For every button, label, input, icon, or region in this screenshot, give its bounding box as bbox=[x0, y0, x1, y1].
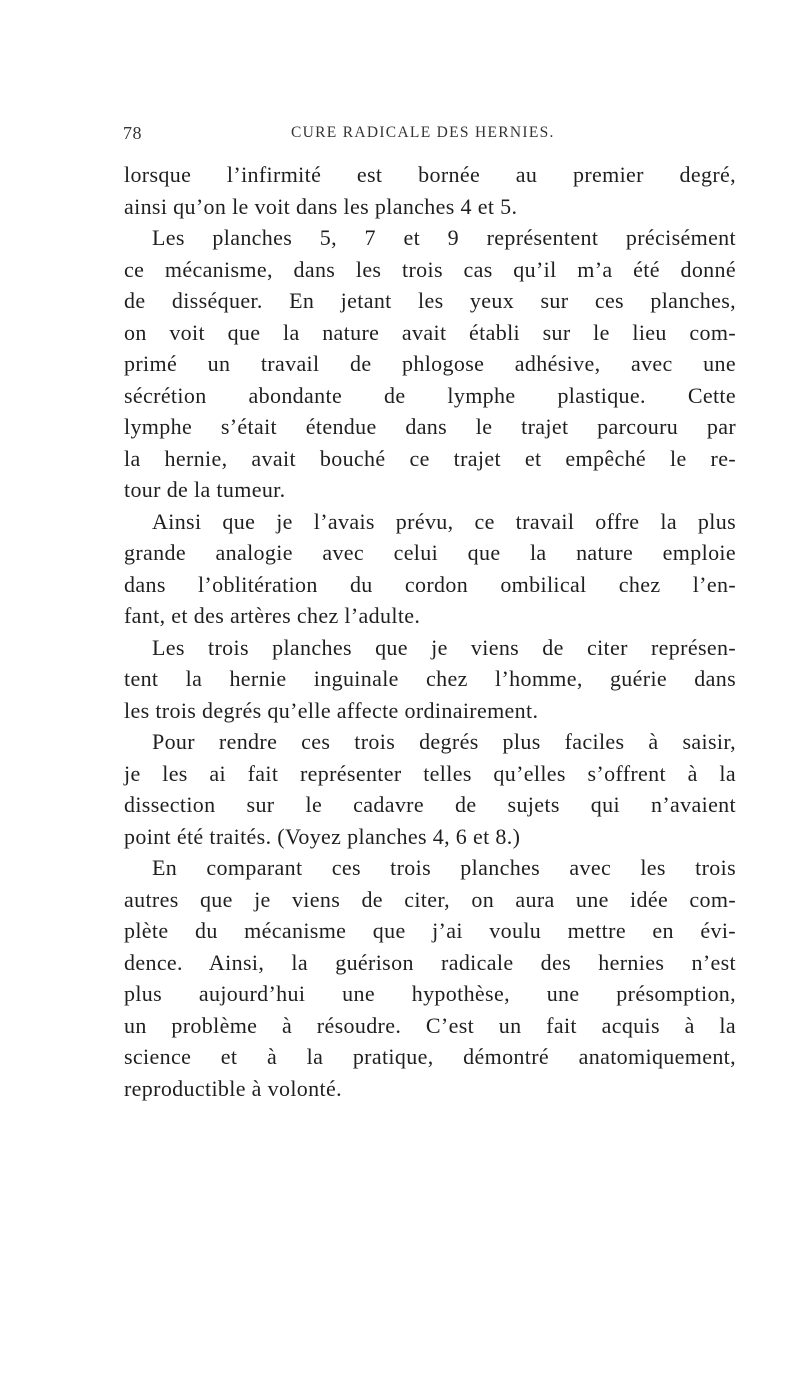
running-title: CURE RADICALE DES HERNIES. bbox=[291, 124, 555, 141]
text-line: la hernie, avait bouché ce trajet et empêché le re- bbox=[124, 445, 736, 471]
body-text bbox=[124, 159, 736, 1104]
text-line: lorsque l’infirmité est bornée au premier degré, bbox=[124, 162, 736, 187]
text-line: plète du mécanisme que j’ai voulu mettre en évi- bbox=[124, 918, 736, 943]
text-line: science et à la pratique, démontré anatomiquement, bbox=[124, 1044, 736, 1069]
text-line: ce mécanisme, dans les trois cas qu’il m’a été donné bbox=[124, 256, 736, 282]
text-line: primé un travail de phlogose adhésive, avec une bbox=[124, 351, 736, 376]
text-line: reproductible à volonté. bbox=[124, 1075, 342, 1101]
text-line: ainsi qu’on le voit dans les planches 4 et 5. bbox=[124, 193, 518, 219]
text-line: tour de la tumeur. bbox=[124, 477, 286, 502]
text-line: point été traités. (Voyez planches 4, 6 et 8.) bbox=[124, 823, 521, 849]
text-line: lymphe s’était étendue dans le trajet parcouru par bbox=[124, 414, 736, 439]
text-line: dans l’oblitération du cordon ombilical chez l’en- bbox=[124, 571, 736, 597]
text-line: on voit que la nature avait établi sur le lieu com- bbox=[124, 319, 736, 345]
text-line: autres que je viens de citer, on aura une idée com- bbox=[124, 886, 736, 912]
text-line: Pour rendre ces trois degrés plus faciles à saisir, bbox=[152, 729, 736, 754]
text-line: Les planches 5, 7 et 9 représentent précisément bbox=[152, 225, 736, 250]
text-line: dence. Ainsi, la guérison radicale des hernies n’est bbox=[124, 949, 736, 975]
text-line: de disséquer. En jetant les yeux sur ces planches, bbox=[124, 288, 736, 313]
text-line: je les ai fait représenter telles qu’elles s’offrent à la bbox=[124, 760, 736, 786]
text-line: dissection sur le cadavre de sujets qui n’avaient bbox=[124, 792, 736, 817]
text-line: Ainsi que je l’avais prévu, ce travail offre la plus bbox=[152, 508, 736, 534]
page-number: 78 bbox=[123, 123, 142, 143]
text-line: En comparant ces trois planches avec les trois bbox=[152, 855, 736, 880]
text-line: tent la hernie inguinale chez l’homme, guérie dans bbox=[124, 666, 736, 691]
text-line: sécrétion abondante de lymphe plastique. Cette bbox=[124, 382, 736, 408]
text-line: plus aujourd’hui une hypothèse, une présomption, bbox=[124, 981, 736, 1006]
page-header bbox=[123, 123, 738, 147]
text-line: un problème à résoudre. C’est un fait acquis à la bbox=[124, 1012, 736, 1038]
text-line: fant, et des artères chez l’adulte. bbox=[124, 603, 421, 628]
text-line: les trois degrés qu’elle affecte ordinairement. bbox=[124, 697, 539, 723]
text-line: grande analogie avec celui que la nature emploie bbox=[124, 540, 736, 565]
text-line: Les trois planches que je viens de citer représen- bbox=[152, 634, 736, 660]
